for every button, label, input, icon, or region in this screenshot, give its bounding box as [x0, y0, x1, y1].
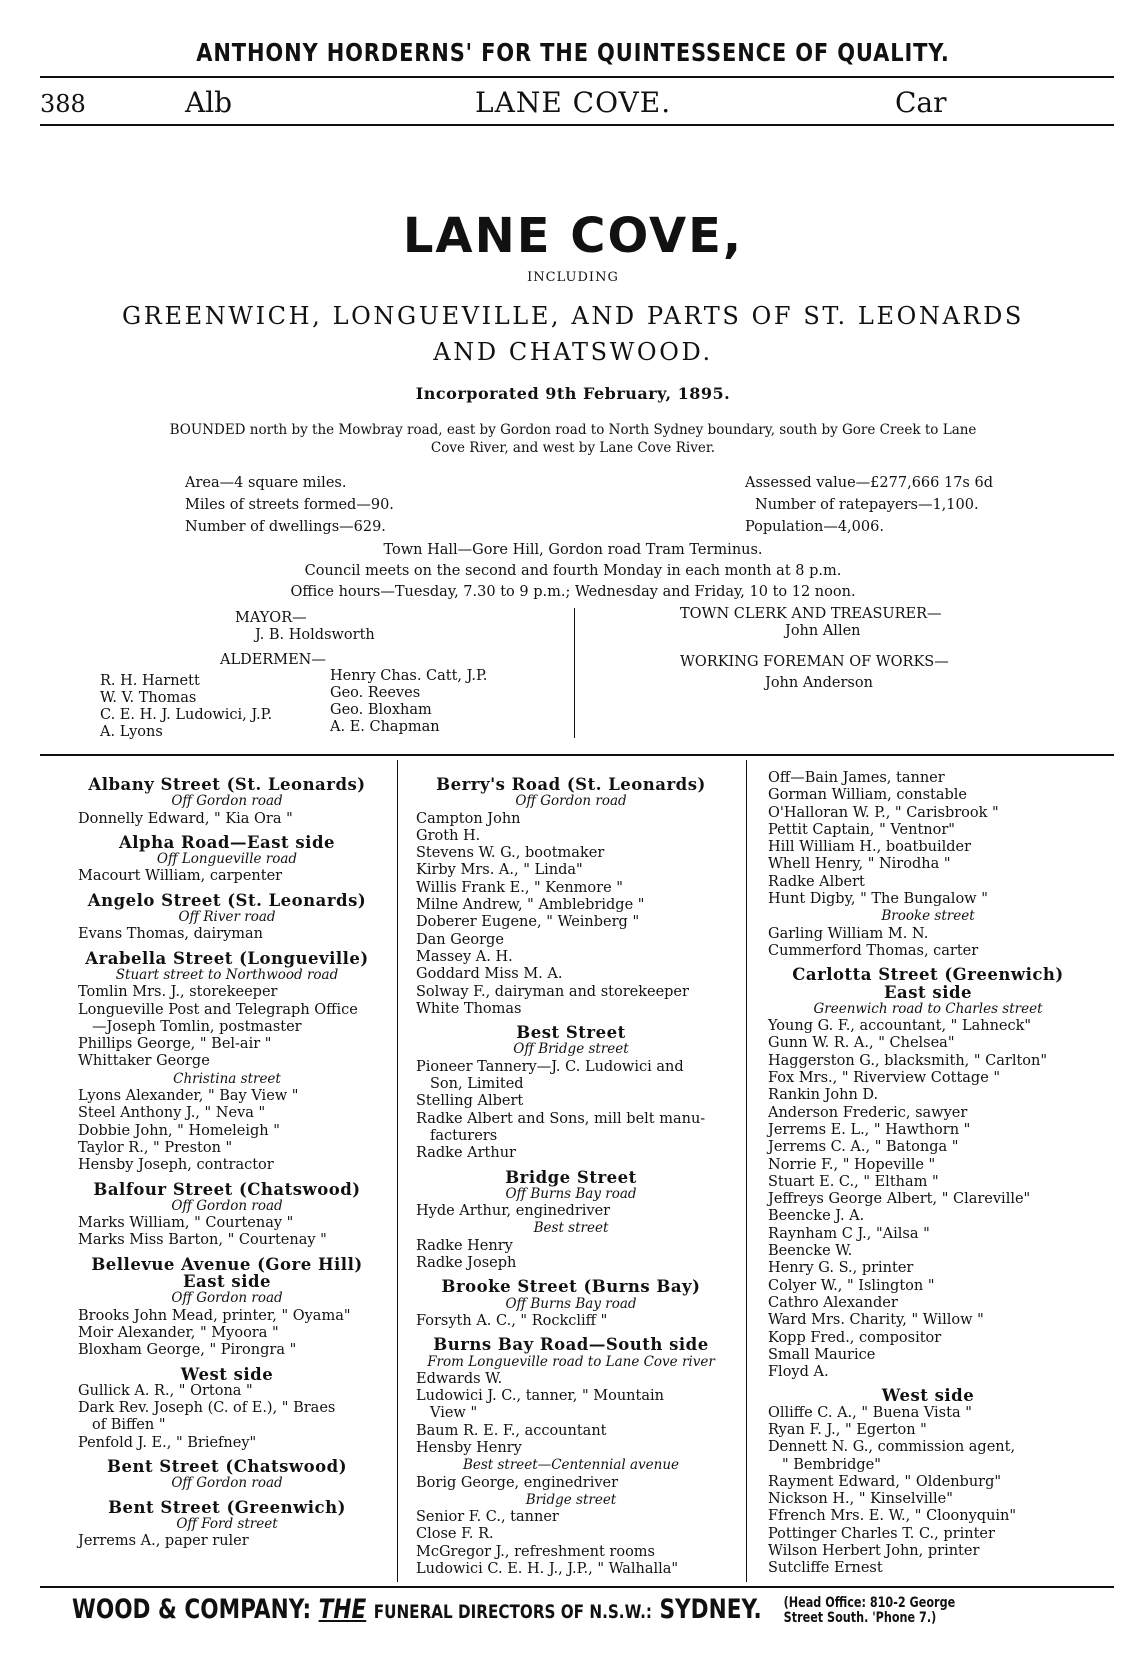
header-rule-bottom — [40, 124, 1114, 126]
street-location-note: Off Gordon road — [171, 1197, 283, 1214]
directory-entry: Pioneer Tannery—J. C. Ludowici and — [416, 1058, 684, 1075]
street-heading: Carlotta Street (Greenwich) — [792, 965, 1064, 985]
directory-entry: Anderson Frederic, sawyer — [768, 1104, 968, 1121]
mayor-name: J. B. Holdsworth — [255, 627, 375, 643]
aldermen-left-list — [100, 673, 272, 741]
street-location-note: Greenwich road to Charles street — [813, 1000, 1043, 1017]
directory-entry: Small Maurice — [768, 1346, 876, 1363]
directory-entry: Moir Alexander, " Myoora " — [78, 1324, 279, 1341]
directory-entry: Edwards W. — [416, 1370, 503, 1387]
directory-entry: Radke Albert — [768, 873, 865, 890]
directory-entry: Steel Anthony J., " Neva " — [78, 1105, 266, 1122]
directory-entry: Kopp Fred., compositor — [768, 1329, 942, 1346]
directory-entry: Whell Henry, " Nirodha " — [768, 856, 951, 873]
directory-entry: Senior F. C., tanner — [416, 1509, 559, 1526]
street-heading: Brooke Street (Burns Bay) — [441, 1277, 701, 1297]
footer-funeral-directors: FUNERAL DIRECTORS OF N.S.W.: — [373, 1601, 652, 1623]
directory-entry: Hensby Henry — [416, 1439, 522, 1456]
street-location-note: Off Gordon road — [171, 793, 283, 810]
directory-entry-continuation: —Joseph Tomlin, postmaster — [92, 1018, 302, 1035]
directory-entry: Campton John — [416, 810, 521, 827]
street-heading: Balfour Street (Chatswood) — [93, 1179, 361, 1199]
directory-entry-continuation: facturers — [430, 1127, 498, 1144]
directory-entry: Ludowici J. C., tanner, " Mountain — [416, 1388, 664, 1405]
footer-head-office — [784, 1596, 956, 1626]
directory-entry: Nickson H., " Kinselville" — [768, 1491, 953, 1508]
directory-entry-continuation: " Bembridge" — [782, 1456, 881, 1473]
directory-entry: Ludowici C. E. H. J., J.P., " Walhalla" — [416, 1561, 679, 1578]
directory-entry-continuation: View " — [430, 1405, 478, 1422]
directory-entry: Gullick A. R., " Ortona " — [78, 1382, 253, 1399]
directory-entry: Cathro Alexander — [768, 1294, 898, 1311]
aldermen-right-list — [330, 668, 487, 736]
directory-entry: Jerrems A., paper ruler — [78, 1533, 249, 1550]
directory-entry: Ryan F. J., " Egerton " — [768, 1421, 927, 1438]
alderman-name: Henry Chas. Catt, J.P. — [330, 668, 488, 684]
directory-entry: White Thomas — [416, 1000, 522, 1017]
street-location-note: Off Bridge street — [513, 1041, 629, 1058]
including-label: INCLUDING — [527, 270, 619, 285]
stat-miles: Miles of streets formed—90. — [185, 497, 394, 513]
subtitle-line-1: GREENWICH, LONGUEVILLE, AND PARTS OF ST. LEONARDS — [122, 302, 1024, 330]
directory-entry: Young G. F., accountant, " Lahneck" — [768, 1018, 1032, 1035]
street-heading: Angelo Street (St. Leonards) — [87, 890, 367, 910]
street-location-note: From Longueville road to Lane Cove river — [427, 1353, 715, 1370]
street-heading: Best Street — [516, 1023, 626, 1043]
street-heading: Bent Street (Chatswood) — [107, 1456, 347, 1476]
directory-entry: Phillips George, " Bel-air " — [78, 1036, 272, 1053]
directory-entry: Longueville Post and Telegraph Office — [78, 1001, 358, 1018]
directory-entry: Cummerford Thomas, carter — [768, 942, 979, 959]
directory-entry: Haggerston G., blacksmith, " Carlton" — [768, 1052, 1048, 1069]
street-location-note: Christina street — [173, 1070, 281, 1087]
street-heading: Burns Bay Road—South side — [433, 1335, 709, 1355]
directory-entry: Beencke J. A. — [768, 1208, 865, 1225]
alderman-name: A. E. Chapman — [330, 719, 440, 735]
incorporated-line: Incorporated 9th February, 1895. — [415, 384, 731, 403]
directory-entry: Groth H. — [416, 827, 481, 844]
street-heading: Bridge Street — [505, 1167, 637, 1187]
directory-entry: Massey A. H. — [416, 948, 513, 965]
directory-entry-continuation: of Biffen " — [92, 1417, 166, 1434]
street-location-note: Brooke street — [881, 908, 975, 925]
street-location-note: Best street—Centennial avenue — [462, 1457, 680, 1474]
directory-entry: Jerrems C. A., " Batonga " — [768, 1139, 959, 1156]
directory-entry: Jeffreys George Albert, " Clareville" — [768, 1191, 1031, 1208]
directory-entry: Bloxham George, " Pirongra " — [78, 1342, 297, 1359]
directory-entry: Taylor R., " Preston " — [78, 1139, 233, 1156]
street-location-note: Off Burns Bay road — [505, 1295, 637, 1312]
directory-entry: Wilson Herbert John, printer — [768, 1543, 980, 1560]
directory-entry: Willis Frank E., " Kenmore " — [416, 879, 623, 896]
directory-entry: Norrie F., " Hopeville " — [768, 1156, 936, 1173]
header-center-title: LANE COVE. — [475, 86, 672, 119]
alderman-name: C. E. H. J. Ludowici, J.P. — [100, 707, 273, 723]
street-location-note: Off River road — [178, 909, 276, 926]
directory-entry: Hunt Digby, " The Bungalow " — [768, 891, 988, 908]
directory-entry: Dark Rev. Joseph (C. of E.), " Braes — [78, 1400, 336, 1417]
street-heading: Arabella Street (Longueville) — [85, 948, 369, 968]
subtitle-line-2: AND CHATSWOOD. — [433, 338, 713, 366]
directory-entry: McGregor J., refreshment rooms — [416, 1543, 655, 1560]
footer-company: WOOD & COMPANY: — [72, 1594, 312, 1625]
directory-entry: Milne Andrew, " Amblebridge " — [416, 897, 645, 914]
directory-entry: Garling William M. N. — [768, 925, 929, 942]
directory-entry: Radke Henry — [416, 1237, 513, 1254]
directory-entry: Off—Bain James, tanner — [768, 770, 945, 786]
street-location-note: Stuart street to Northwood road — [115, 966, 339, 983]
directory-entry: Henry G. S., printer — [768, 1260, 914, 1277]
directory-entry: Whittaker George — [78, 1053, 210, 1070]
alderman-name: W. V. Thomas — [100, 690, 197, 706]
footer-city: SYDNEY. — [659, 1594, 762, 1625]
street-heading: Bellevue Avenue (Gore Hill) — [91, 1254, 363, 1274]
header-rule-top — [40, 76, 1114, 78]
directory-entry: Ffrench Mrs. E. W., " Cloonyquin" — [768, 1508, 1017, 1525]
stat-dwellings: Number of dwellings—629. — [185, 519, 386, 535]
street-heading: Alpha Road—East side — [118, 832, 335, 852]
street-heading: East side — [883, 982, 972, 1002]
town-clerk-label: TOWN CLERK AND TREASURER— — [680, 606, 942, 622]
column-divider-2 — [746, 760, 747, 1582]
directory-entry: Dobbie John, " Homeleigh " — [78, 1122, 280, 1139]
street-heading: East side — [182, 1272, 271, 1292]
street-location-note: Off Ford street — [176, 1515, 278, 1532]
directory-entry: Stevens W. G., bootmaker — [416, 845, 605, 862]
directory-entry: Radke Albert and Sons, mill belt manu- — [416, 1110, 706, 1127]
directory-entry: Raynham C J., "Ailsa " — [768, 1225, 930, 1242]
street-heading: West side — [180, 1364, 274, 1384]
directory-entry: Sutcliffe Ernest — [768, 1560, 883, 1577]
alderman-name: Geo. Bloxham — [330, 702, 432, 718]
directory-entry: Lyons Alexander, " Bay View " — [78, 1088, 299, 1105]
header-left-word: Alb — [185, 86, 233, 119]
directory-entry: Fox Mrs., " Riverview Cottage " — [768, 1070, 1001, 1087]
directory-entry: Forsyth A. C., " Rockcliff " — [416, 1312, 608, 1329]
directory-entry: Baum R. E. F., accountant — [416, 1422, 607, 1439]
council-line: Council meets on the second and fourth Monday in each month at 8 p.m. — [304, 563, 842, 579]
stat-assessed: Assessed value—£277,666 17s 6d — [745, 475, 993, 491]
directory-entry: Doberer Eugene, " Weinberg " — [416, 914, 640, 931]
directory-entry: Evans Thomas, dairyman — [78, 926, 264, 943]
officials-divider — [574, 608, 575, 738]
footer-head-office-line-2: Street South. 'Phone 7.) — [783, 1609, 937, 1626]
directory-entry: Marks William, " Courtenay " — [78, 1215, 294, 1232]
street-heading: West side — [881, 1386, 975, 1406]
columns-top-rule — [40, 754, 1114, 756]
directory-entry: Donnelly Edward, " Kia Ora " — [78, 810, 293, 827]
directory-entry-continuation: Son, Limited — [430, 1076, 524, 1093]
footer-advert — [72, 1594, 955, 1626]
directory-entry: Olliffe C. A., " Buena Vista " — [768, 1404, 972, 1421]
header-right-word: Car — [895, 86, 947, 119]
footer-the: THE — [318, 1594, 367, 1625]
street-heading: Berry's Road (St. Leonards) — [436, 775, 706, 794]
street-location-note: Off Gordon road — [171, 1290, 283, 1307]
directory-entry: Ward Mrs. Charity, " Willow " — [768, 1312, 984, 1329]
bounded-line-1: BOUNDED north by the Mowbray road, east by Gordon road to North Sydney boundary, south by Gore Creek to Lane — [169, 422, 977, 438]
page-banner: ANTHONY HORDERNS' FOR THE QUINTESSENCE OF QUALITY. — [196, 38, 950, 67]
directory-entry: Hill William H., boatbuilder — [768, 839, 972, 856]
street-location-note: Off Longueville road — [156, 851, 298, 868]
column-divider-1 — [397, 760, 398, 1582]
street-location-note: Bridge street — [525, 1491, 617, 1508]
directory-entry: Dennett N. G., commission agent, — [768, 1439, 1016, 1456]
directory-entry: Stuart E. C., " Eltham " — [768, 1173, 939, 1190]
street-location-note: Best street — [533, 1220, 609, 1237]
directory-entry: Stelling Albert — [416, 1093, 524, 1110]
alderman-name: Geo. Reeves — [330, 685, 421, 701]
street-location-note: Off Gordon road — [171, 1475, 283, 1492]
bounded-line-2: Cove River, and west by Lane Cove River. — [430, 440, 716, 456]
directory-column-2 — [400, 770, 742, 1578]
directory-entry: Gorman William, constable — [768, 787, 967, 804]
stat-ratepayers: Number of ratepayers—1,100. — [755, 497, 979, 513]
main-title: LANE COVE, — [402, 208, 744, 264]
directory-entry: Radke Arthur — [416, 1145, 516, 1162]
stat-area: Area—4 square miles. — [185, 475, 347, 491]
footer-head-office-line-1: (Head Office: 810-2 George — [783, 1594, 956, 1611]
stat-population: Population—4,006. — [745, 519, 884, 535]
page-number: 388 — [40, 90, 86, 118]
directory-entry: Kirby Mrs. A., " Linda" — [416, 862, 583, 879]
directory-entry: Hyde Arthur, enginedriver — [416, 1203, 611, 1220]
directory-entry: O'Halloran W. P., " Carisbrook " — [768, 804, 999, 821]
directory-entry: Macourt William, carpenter — [78, 868, 283, 885]
street-heading: Bent Street (Greenwich) — [108, 1497, 346, 1517]
directory-entry: Marks Miss Barton, " Courtenay " — [78, 1232, 327, 1249]
directory-entry: Pettit Captain, " Ventnor" — [768, 821, 955, 838]
foreman-name: John Anderson — [765, 675, 873, 691]
directory-entry: Tomlin Mrs. J., storekeeper — [78, 984, 278, 1001]
directory-entry: Dan George — [416, 931, 504, 948]
directory-entry: Goddard Miss M. A. — [416, 966, 563, 983]
directory-entry: Solway F., dairyman and storekeeper — [416, 983, 689, 1000]
mayor-label: MAYOR— — [235, 610, 307, 626]
town-hall-line: Town Hall—Gore Hill, Gordon road Tram Terminus. — [383, 542, 763, 558]
street-location-note: Off Burns Bay road — [505, 1185, 637, 1202]
street-heading: Albany Street (St. Leonards) — [88, 775, 366, 794]
street-location-note: Off Gordon road — [515, 793, 627, 810]
directory-entry: Rankin John D. — [768, 1087, 879, 1104]
directory-column-3 — [752, 770, 1104, 1578]
directory-entry: Gunn W. R. A., " Chelsea" — [768, 1035, 955, 1052]
foreman-label: WORKING FOREMAN OF WORKS— — [680, 654, 949, 670]
directory-entry: Penfold J. E., " Briefney" — [78, 1434, 257, 1451]
directory-entry: Floyd A. — [768, 1364, 829, 1381]
directory-entry: Hensby Joseph, contractor — [78, 1157, 274, 1174]
footer-rule — [40, 1586, 1114, 1588]
directory-entry: Close F. R. — [416, 1526, 494, 1543]
directory-entry: Radke Joseph — [416, 1255, 517, 1272]
directory-entry: Beencke W. — [768, 1243, 853, 1260]
town-clerk-name: John Allen — [785, 623, 861, 639]
directory-entry: Jerrems E. L., " Hawthorn " — [768, 1121, 971, 1138]
directory-entry: Rayment Edward, " Oldenburg" — [768, 1473, 1002, 1490]
directory-entry: Borig George, enginedriver — [416, 1474, 619, 1491]
directory-entry: Pottinger Charles T. C., printer — [768, 1525, 995, 1542]
alderman-name: R. H. Harnett — [100, 673, 200, 689]
directory-column-1 — [62, 770, 392, 1550]
directory-entry: Colyer W., " Islington " — [768, 1277, 935, 1294]
office-hours-line: Office hours—Tuesday, 7.30 to 9 p.m.; Wednesday and Friday, 10 to 12 noon. — [290, 584, 856, 600]
alderman-name: A. Lyons — [100, 724, 163, 740]
aldermen-label: ALDERMEN— — [220, 652, 326, 668]
directory-entry: Brooks John Mead, printer, " Oyama" — [78, 1307, 351, 1324]
